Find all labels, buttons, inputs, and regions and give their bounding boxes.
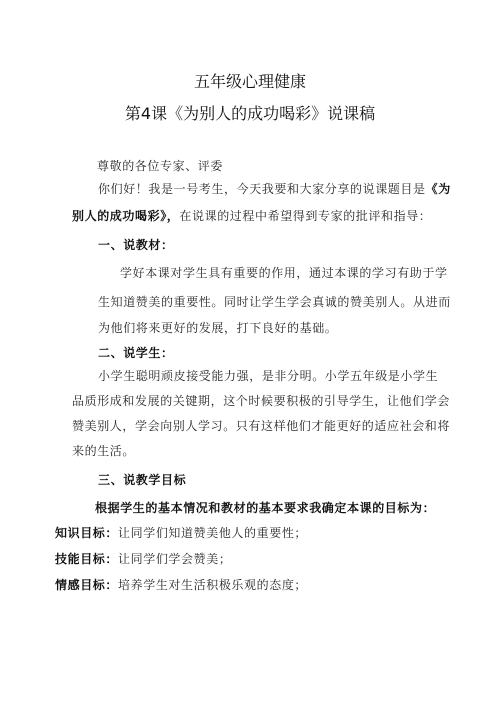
section2-paragraph-line: 赞美别人，学会向别人学习。只有这样他们才能更好的适应社会和将 <box>72 419 451 433</box>
intro-text-cont: 在说课的过程中希望得到专家的批评和指导： <box>179 209 432 223</box>
section2-paragraph-line: 品质形成和发展的关键期，这个时候要积极的引导学生，让他们学会 <box>72 394 451 408</box>
goal-emotion-label: 情感目标： <box>55 578 119 592</box>
goal-emotion <box>55 576 307 593</box>
section3-intro: 根据学生的基本情况和教材的基本要求我确定本课的目标为： <box>95 501 436 515</box>
intro-line-1 <box>98 180 451 197</box>
goal-knowledge-text: 让同学们知道赞美他人的重要性； <box>118 526 308 540</box>
goal-emotion-text: 培养学生对生活积极乐观的态度； <box>118 578 308 592</box>
section1-paragraph-line: 学好本课对学生具有重要的作用，通过本课的学习有助于学 <box>120 266 448 280</box>
section1-paragraph-line: 为他们将来更好的发展，打下良好的基础。 <box>98 321 338 335</box>
lesson-title-end: 别人的成功喝彩》， <box>72 209 180 223</box>
document-subtitle: 第4课《为别人的成功喝彩》说课稿 <box>124 104 376 123</box>
lesson-title-start: 《为 <box>425 182 451 196</box>
goal-skill-text: 让同学们学会赞美； <box>118 552 232 566</box>
goal-skill <box>55 550 231 567</box>
section2-paragraph-line: 小学生聪明顽皮接受能力强，是非分明。小学五年级是小学生 <box>98 369 439 383</box>
intro-line-2 <box>72 207 431 224</box>
section1-paragraph-line: 生知道赞美的重要性。同时让学生学会真诚的赞美别人。从进而 <box>98 295 451 309</box>
document-title: 五年级心理健康 <box>193 72 306 91</box>
goal-skill-label: 技能目标： <box>55 552 119 566</box>
section2-heading: 二、说学生： <box>98 346 174 360</box>
goal-knowledge-label: 知识目标： <box>55 526 119 540</box>
section1-heading: 一、说教材： <box>98 238 174 252</box>
section2-paragraph-line: 来的生活。 <box>72 444 136 458</box>
greeting-line: 尊敬的各位专家、评委 <box>97 159 224 173</box>
goal-knowledge <box>55 524 307 541</box>
intro-text: 你们好！我是一号考生，今天我要和大家分享的说课题目是 <box>98 182 426 196</box>
section3-heading: 三、说教学目标 <box>98 473 187 487</box>
